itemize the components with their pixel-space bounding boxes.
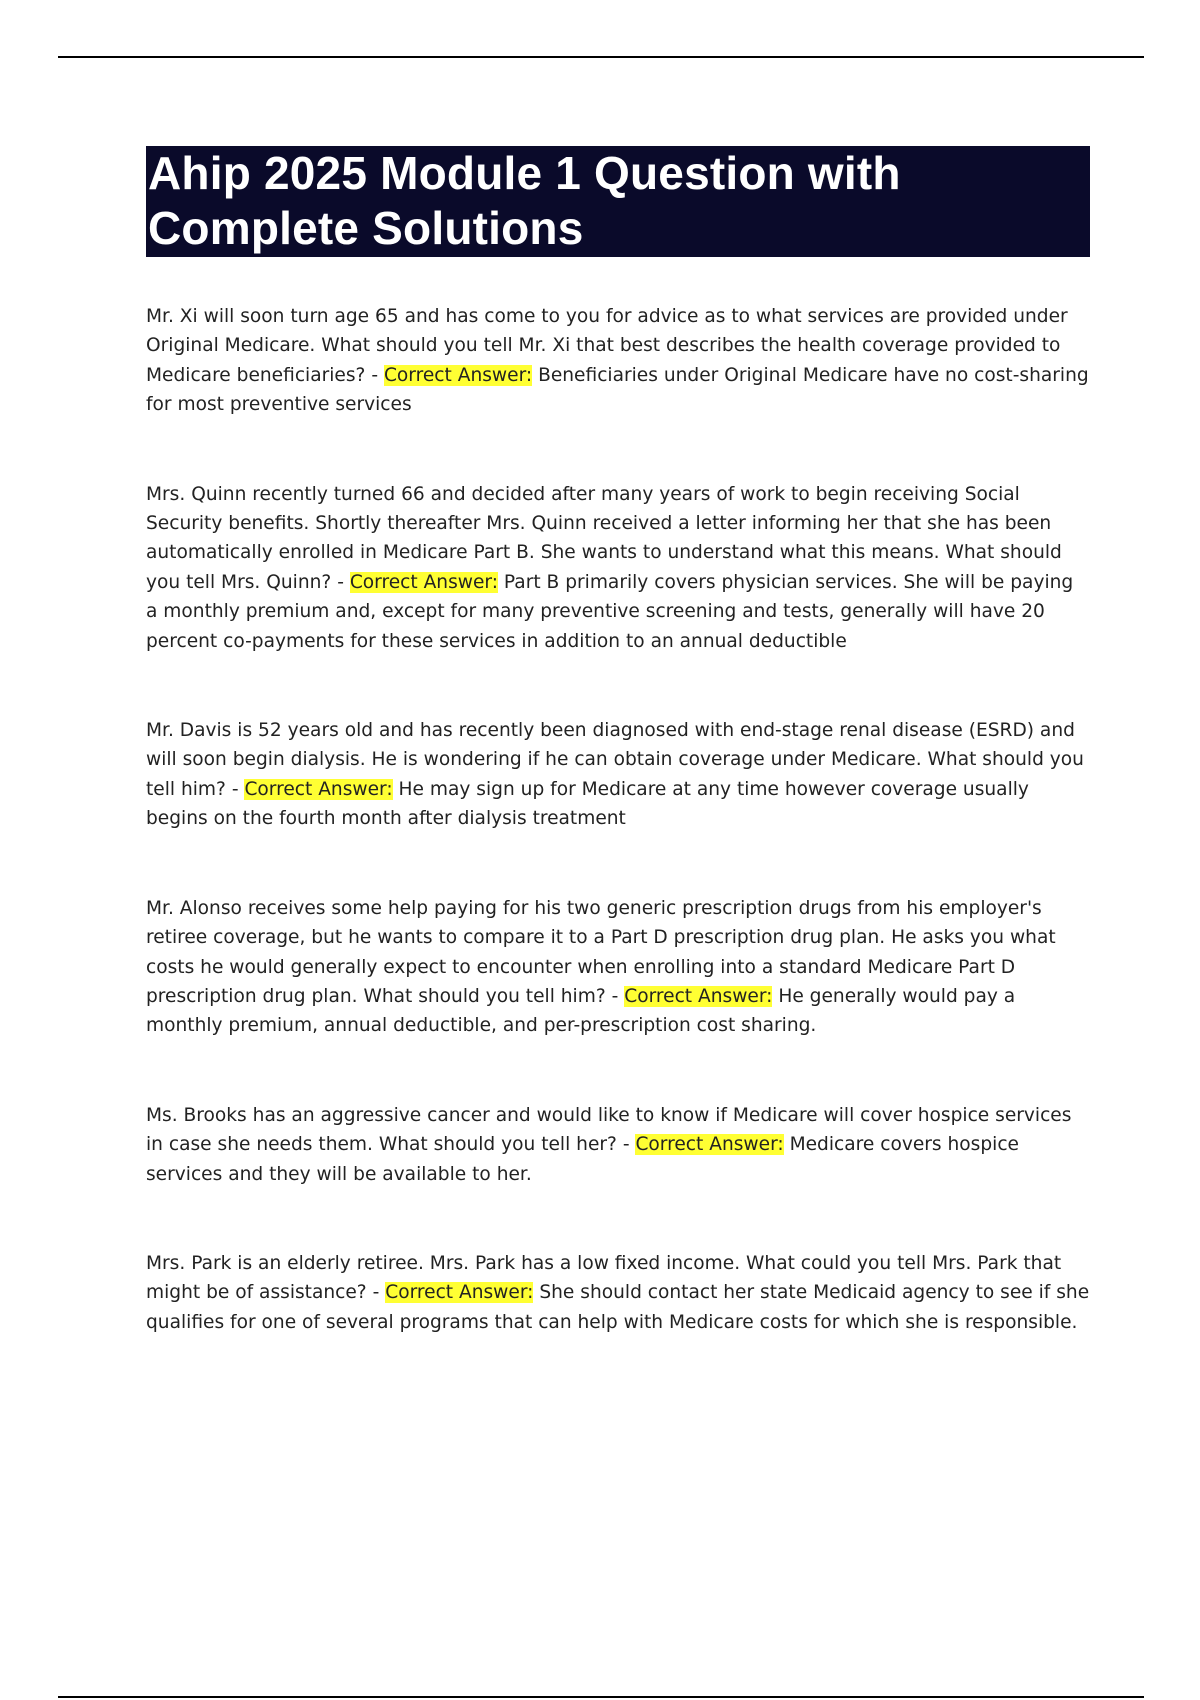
- qa-item-2: [146, 480, 1090, 656]
- title-block: [146, 146, 1090, 257]
- question-text: Mr. Davis is 52 years old and has recently been diagnosed with end-stage renal disease (ESRD) and will soon begin dialysis. He is wondering if he can obtain coverage under Medicare. What should you tell him?: [146, 720, 1084, 800]
- answer-text: He may sign up for Medicare at any time however coverage usually begins on the fourth month after dialysis treatment: [146, 778, 1029, 830]
- correct-answer-label: Correct Answer:: [635, 1134, 784, 1156]
- answer-text: Part B primarily covers physician services. She will be paying a monthly premium and, except for many preventive screening and tests, generally will have 20 percent co-payments for these services in addition to an annual deductible: [146, 571, 1074, 652]
- correct-answer-label: Correct Answer:: [383, 364, 533, 386]
- answer-text: He generally would pay a monthly premium, annual deductible, and per-prescription cost sharing.: [146, 985, 1016, 1037]
- qa-item-1: [146, 302, 1090, 420]
- question-text: Mr. Xi will soon turn age 65 and has come to you for advice as to what services are provided under Original Medicare. What should you tell Mr. Xi that best describes the health coverage provided to Medicare beneficiaries?: [146, 306, 1068, 386]
- top-rule: [58, 56, 1144, 58]
- qa-item-3: [146, 716, 1090, 834]
- answer-text: She should contact her state Medicaid agency to see if she qualifies for one of several programs that can help with Medicare costs for which she is responsible.: [146, 1282, 1090, 1333]
- separator: -: [366, 1282, 386, 1304]
- qa-item-5: [146, 1101, 1090, 1189]
- qa-item-4: [146, 894, 1090, 1041]
- correct-answer-label: Correct Answer:: [244, 778, 393, 800]
- question-text: Ms. Brooks has an aggressive cancer and would like to know if Medicare will cover hospice services in case she needs them. What should you tell her?: [146, 1104, 1072, 1156]
- answer-text: Medicare covers hospice services and they will be available to her.: [146, 1134, 1019, 1185]
- question-text: Mrs. Quinn recently turned 66 and decided after many years of work to begin receiving Social Security benefits. Shortly thereafter Mrs. Quinn received a letter informing her that she has been automatically enrolled in Medicare Part B. She wants to understand what this means. What should you tell Mrs. Quinn?: [146, 483, 1062, 593]
- separator: -: [225, 778, 245, 800]
- separator: -: [605, 985, 625, 1007]
- correct-answer-label: Correct Answer:: [385, 1282, 534, 1304]
- bottom-rule: [58, 1696, 1144, 1698]
- answer-text: Beneficiaries under Original Medicare have no cost-sharing for most preventive services: [146, 364, 1089, 416]
- question-text: Mr. Alonso receives some help paying for his two generic prescription drugs from his employer's retiree coverage, but he wants to compare it to a Part D prescription drug plan. He asks you what costs he would generally expect to encounter when enrolling into a standard Medicare Part D prescription drug plan. What should you tell him?: [146, 897, 1056, 1007]
- correct-answer-label: Correct Answer:: [624, 985, 773, 1007]
- qa-list: [146, 302, 1090, 1337]
- separator: -: [331, 571, 350, 593]
- question-text: Mrs. Park is an elderly retiree. Mrs. Park has a low fixed income. What could you tell Mrs. Park that might be of assistance?: [146, 1252, 1062, 1304]
- document-title-line-1: Ahip 2025 Module 1 Question with: [148, 147, 901, 199]
- separator: -: [616, 1134, 636, 1156]
- document-title: [148, 146, 1090, 256]
- document-title-line-2: Complete Solutions: [148, 202, 584, 254]
- separator: -: [365, 364, 384, 386]
- correct-answer-label: Correct Answer:: [349, 571, 499, 593]
- qa-item-6: [146, 1249, 1090, 1337]
